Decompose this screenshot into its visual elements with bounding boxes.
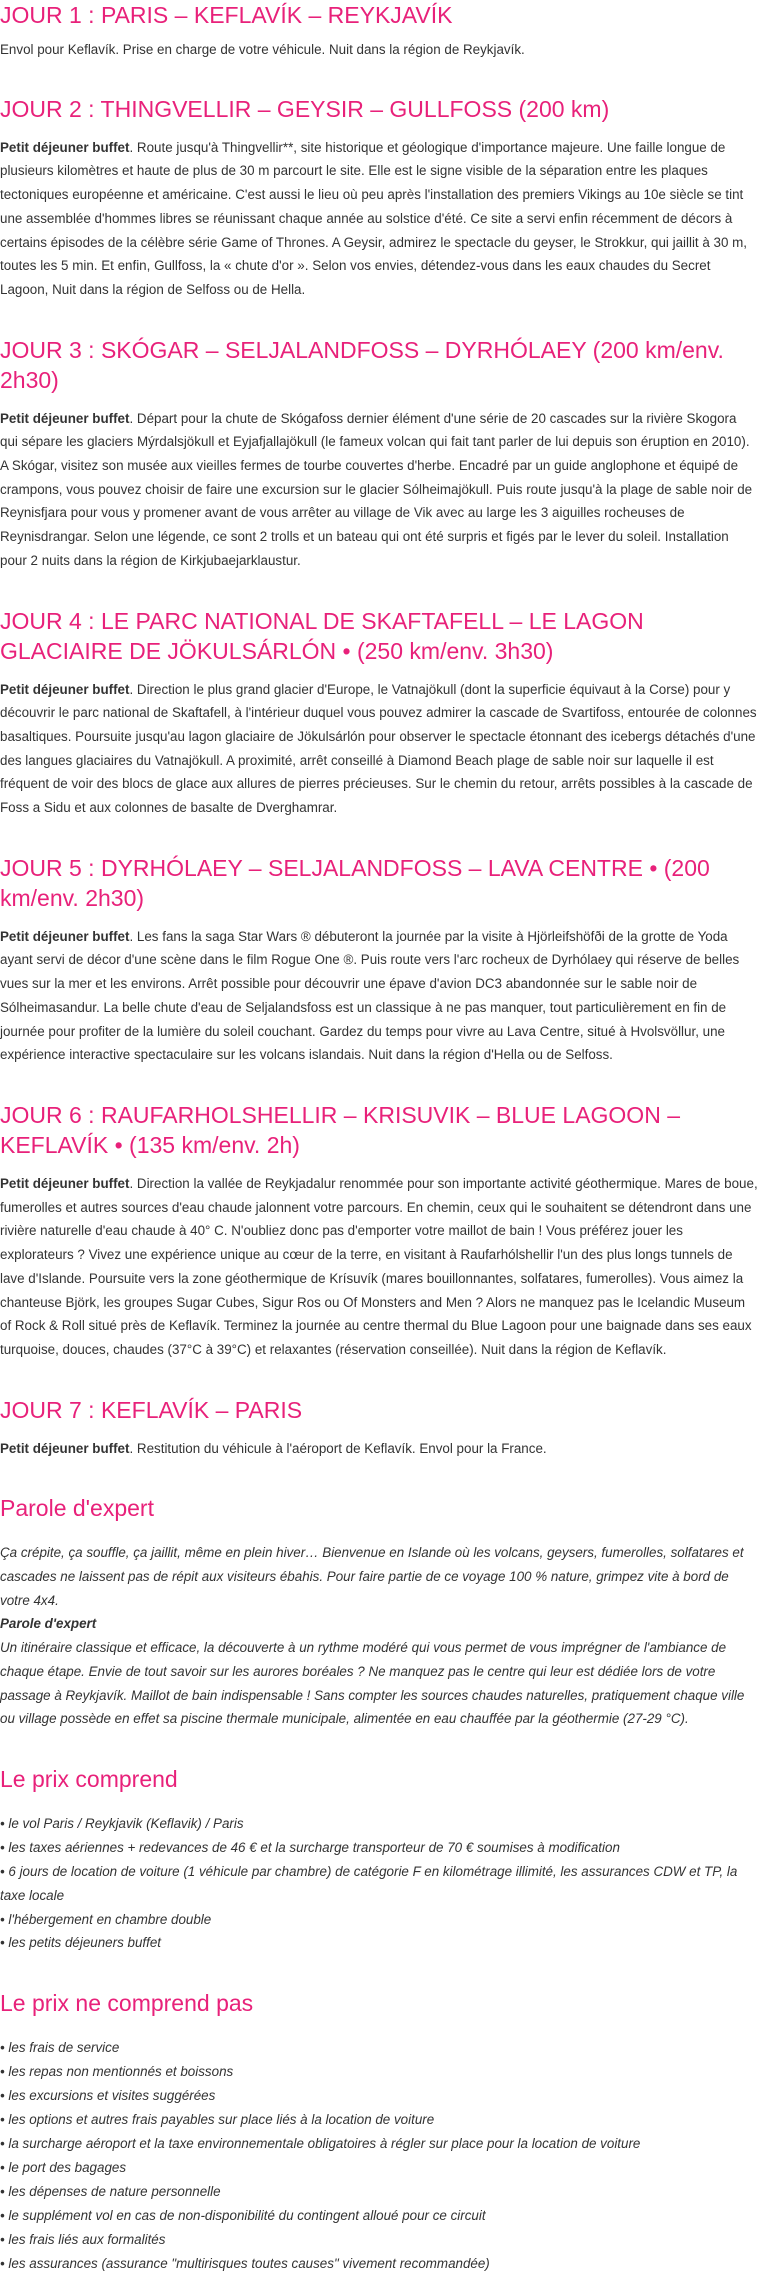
- day-5: [0, 853, 758, 1067]
- day-4-text: Petit déjeuner buffet. Direction le plus grand glacier d'Europe, le Vatnajökull (dont la superficie équivaut à la Corse) pour y découvrir le parc national de Skaftafell, à l'intérieur duquel vous pouvez admirer la cascade de Svartifoss, entourée de colonnes basaltiques. Poursuite jusqu'au lagon glaciaire de Jökulsárlón pour observer le spectacle étonnant des icebergs détachés d'une des langues glaciaires du Vatnajökull. A proximité, arrêt conseillé à Diamond Beach plage de sable noir sur laquelle il est fréquent de voir des blocs de glace aux allures de pierres précieuses. Sur le chemin du retour, arrêts possibles à la cascade de Foss a Sidu et aux colonnes de basalte de Dverghamrar.: [0, 681, 757, 816]
- day-4-lead: Petit déjeuner buffet: [0, 681, 130, 697]
- expert-section: [0, 1493, 758, 1731]
- list-item: • les frais liés aux formalités: [0, 2231, 166, 2247]
- day-2-text: Petit déjeuner buffet. Route jusqu'à Thingvellir**, site historique et géologique d'importance majeure. Une faille longue de plusieurs kilomètres et haute de plus de 30 m parcourt le site. Elle est le signe visible de la séparation entre les plaques tectoniques européenne et américaine. C'est aussi le lieu où peu après l'installation des premiers Vikings au 10e siècle se tint une assemblée d'hommes libres se réunissant chaque année au solstice d'été. Ce site a servi enfin récemment de décors à certains épisodes de la célèbre série Game of Thrones. A Geysir, admirez le spectacle du geyser, le Strokkur, qui jaillit à 30 m, toutes les 5 min. Et enfin, Gullfoss, la « chute d'or ». Selon vos envies, détendez-vous dans les eaux chaudes du Secret Lagoon, Nuit dans la région de Selfoss ou de Hella.: [0, 139, 748, 297]
- list-item: • le vol Paris / Reykjavik (Keflavik) / Paris: [0, 1815, 244, 1831]
- day-5-text: Petit déjeuner buffet. Les fans la saga Star Wars ® débuteront la journée par la visite à Hjörleifshöfði de la grotte de Yoda ayant servi de décor d'une scène dans le film Rogue One ®. Puis route vers l'arc rocheux de Dyrhólaey qui réserve de belles vues sur la mer et les environs. Arrêt possible pour découvrir une épave d'avion DC3 abandonnée sur le sable noir de Sólheimasandur. La belle chute d'eau de Seljalandsfoss est un classique à ne pas manquer, tout particulièrement en fin de journée pour profiter de la lumière du soleil couchant. Gardez du temps pour vivre au Lava Centre, situé à Hvolsvöllur, une expérience interactive spectaculaire sur les volcans islandais. Nuit dans la région d'Hella ou de Selfoss.: [0, 928, 740, 1063]
- day-7-text: Petit déjeuner buffet. Restitution du véhicule à l'aéroport de Keflavík. Envol pour la France.: [0, 1440, 547, 1456]
- day-6-lead: Petit déjeuner buffet: [0, 1175, 130, 1191]
- day-1-title: JOUR 1 : PARIS – KEFLAVÍK – REYKJAVÍK: [0, 2, 453, 28]
- day-3-title: JOUR 3 : SKÓGAR – SELJALANDFOSS – DYRHÓLAEY (200 km/env. 2h30): [0, 336, 724, 393]
- list-item: • 6 jours de location de voiture (1 véhicule par chambre) de catégorie F en kilométrage illimité, les assurances CDW et TP, la taxe locale: [0, 1863, 738, 1903]
- day-5-lead: Petit déjeuner buffet: [0, 928, 130, 944]
- day-3-text: Petit déjeuner buffet. Départ pour la chute de Skógafoss dernier élément d'une série de 20 cascades sur la rivière Skogora qui sépare les glaciers Mýrdalsjökull et Eyjafjallajökull (le fameux volcan qui fait tant parler de lui depuis son éruption en 2010). A Skógar, visitez son musée aux vieilles fermes de tourbe couvertes d'herbe. Encadré par un guide anglophone et équipé de crampons, vous pouvez choisir de faire une excursion sur le glacier Sólheimajökull. Puis route jusqu'à la plage de sable noir de Reynisfjara pour vous y promener avant de vous arrêter au village de Vik avec au large les 3 aiguilles rocheuses de Reynisdrangar. Selon une légende, ce sont 2 trolls et un bateau qui ont été surpris et figés par le lever du soleil. Installation pour 2 nuits dans la région de Kirkjubaejarklaustur.: [0, 410, 753, 568]
- day-1: [0, 0, 758, 62]
- day-3-lead: Petit déjeuner buffet: [0, 410, 130, 426]
- price-excludes-title: Le prix ne comprend pas: [0, 1990, 254, 2017]
- day-4-title: JOUR 4 : LE PARC NATIONAL DE SKAFTAFELL – LE LAGON GLACIAIRE DE JÖKULSÁRLÓN • (250 km/env. 3h30): [0, 607, 644, 664]
- list-item: • les frais de service: [0, 2040, 120, 2056]
- day-6: [0, 1100, 758, 1362]
- price-includes-list: [0, 1812, 758, 1955]
- price-includes-title: Le prix comprend: [0, 1765, 178, 1792]
- day-4: [0, 606, 758, 820]
- day-2-title: JOUR 2 : THINGVELLIR – GEYSIR – GULLFOSS (200 km): [0, 95, 610, 122]
- list-item: • l'hébergement en chambre double: [0, 1911, 212, 1927]
- list-item: • la surcharge aéroport et la taxe environnementale obligatoires à régler sur place pour la location de voiture: [0, 2136, 641, 2151]
- day-2-lead: Petit déjeuner buffet: [0, 139, 130, 155]
- list-item: • les dépenses de nature personnelle: [0, 2183, 221, 2199]
- expert-subhead: Parole d'expert: [0, 1616, 97, 1632]
- expert-intro: Ça crépite, ça souffle, ça jaillit, même en plein hiver… Bienvenue en Islande où les volcans, geysers, fumerolles, solfatares et cascades ne laissent pas de répit aux visiteurs ébahis. Pour faire partie de ce voyage 100 % nature, grimpez vite à bord de votre 4x4.: [0, 1545, 744, 1608]
- price-excludes-list: [0, 2036, 758, 2275]
- day-5-title: JOUR 5 : DYRHÓLAEY – SELJALANDFOSS – LAVA CENTRE • (200 km/env. 2h30): [0, 854, 710, 911]
- day-6-title: JOUR 6 : RAUFARHOLSHELLIR – KRISUVIK – BLUE LAGOON – KEFLAVÍK • (135 km/env. 2h): [0, 1101, 680, 1158]
- day-7: [0, 1395, 758, 1461]
- list-item: • les options et autres frais payables sur place liés à la location de voiture: [0, 2112, 435, 2128]
- day-1-text: Envol pour Keflavík. Prise en charge de votre véhicule. Nuit dans la région de Reykjavík.: [0, 42, 525, 57]
- list-item: • les repas non mentionnés et boissons: [0, 2064, 234, 2080]
- price-includes-section: [0, 1764, 758, 1955]
- day-3: [0, 335, 758, 573]
- day-6-text: Petit déjeuner buffet. Direction la vallée de Reykjadalur renommée pour son importante activité géothermique. Mares de boue, fumerolles et autres sources d'eau chaude jalonnent votre parcours. En chemin, ceux qui le souhaitent se détendront dans une rivière naturelle d'eau chaude à 40° C. N'oubliez donc pas d'emporter votre maillot de bain ! Vous préférez jouer les explorateurs ? Vivez une expérience unique au cœur de la terre, en visitant à Raufarhólshellir l'un des plus longs tunnels de lave d'Islande. Poursuite vers la zone géothermique de Krísuvík (mares bouillonnantes, solfatares, fumerolles). Vous aimez la chanteuse Björk, les groupes Sugar Cubes, Sigur Ros ou Of Monsters and Men ? Alors ne manquez pas le Icelandic Museum of Rock & Roll situé près de Keflavík. Terminez la journée au centre thermal du Blue Lagoon pour une baignade dans ses eaux turquoise, douces, chaudes (37°C à 39°C) et relaxantes (réservation conseillée). Nuit dans la région de Keflavík.: [0, 1175, 758, 1357]
- expert-title: Parole d'expert: [0, 1495, 154, 1522]
- list-item: • les petits déjeuners buffet: [0, 1935, 162, 1951]
- day-2: [0, 94, 758, 302]
- expert-body: Un itinéraire classique et efficace, la découverte à un rythme modéré qui vous permet de vous imprégner de l'ambiance de chaque étape. Envie de tout savoir sur les aurores boréales ? Ne manquez pas le centre qui leur est dédiée lors de votre passage à Reykjavík. Maillot de bain indispensable ! Sans compter les sources chaudes naturelles, pratiquement chaque ville ou village possède en effet sa piscine thermale municipale, alimentée en eau chauffée par la géothermie (27-29 °C).: [0, 1640, 745, 1727]
- list-item: • le supplément vol en cas de non-disponibilité du contingent alloué pour ce circuit: [0, 2207, 486, 2223]
- list-item: • les taxes aériennes + redevances de 46 € et la surcharge transporteur de 70 € soumises à modification: [0, 1839, 620, 1855]
- day-7-lead: Petit déjeuner buffet: [0, 1440, 130, 1456]
- price-excludes-section: [0, 1988, 758, 2275]
- list-item: • les excursions et visites suggérées: [0, 2088, 216, 2104]
- day-7-title: JOUR 7 : KEFLAVÍK – PARIS: [0, 1396, 303, 1423]
- list-item: • les assurances (assurance "multirisques toutes causes" vivement recommandée): [0, 2255, 490, 2271]
- list-item: • le port des bagages: [0, 2159, 127, 2175]
